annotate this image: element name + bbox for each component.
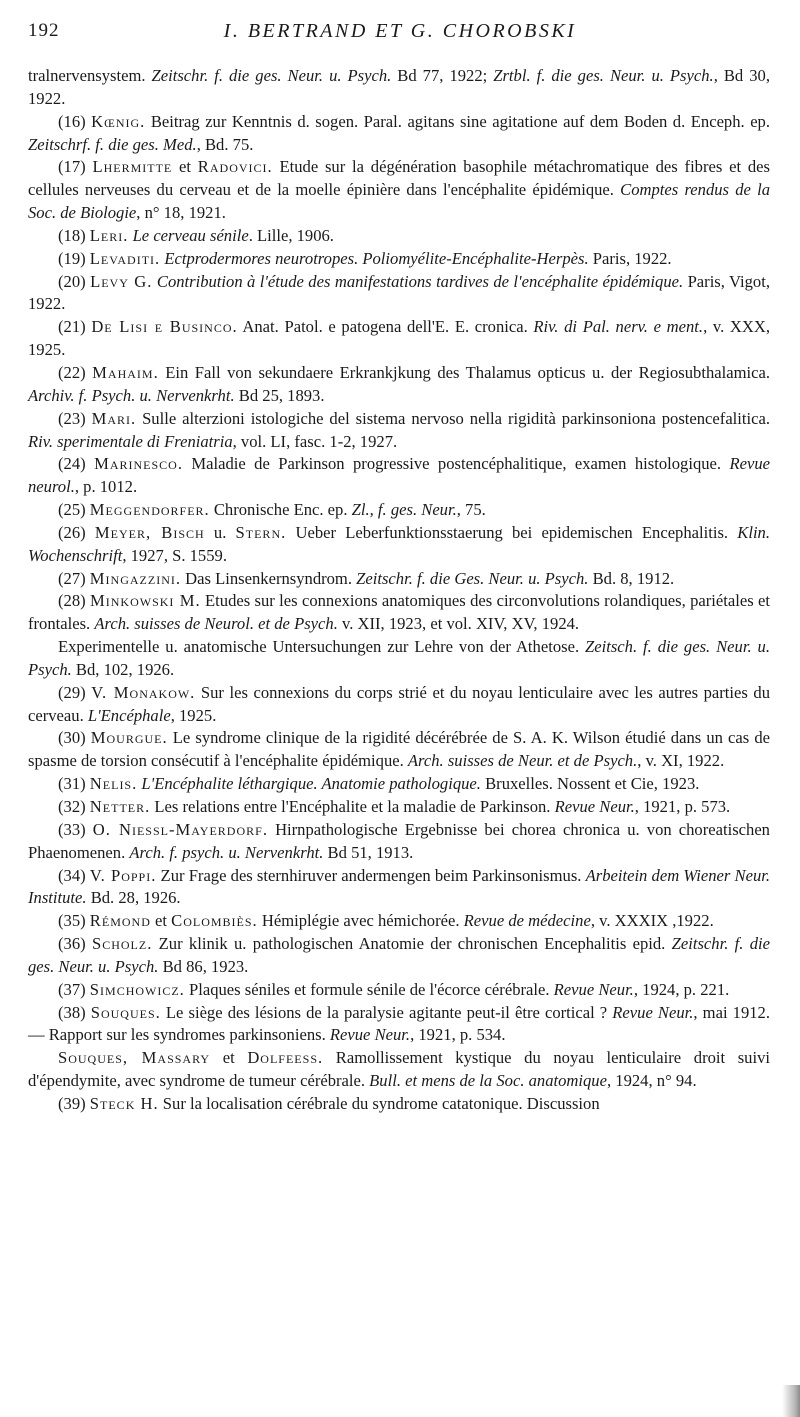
reference-text: Ein Fall von sekundaere Erkrankjkung des Thalamus opticus u. der Regiosubthalamica. — [158, 362, 770, 382]
reference-text: , v. XXXIX ,1922. — [590, 911, 714, 931]
reference-entry — [28, 590, 770, 636]
reference-author: Steck H. — [89, 1093, 159, 1113]
reference-text: Bd. 28, 1926. — [86, 888, 181, 908]
reference-text: et — [210, 1048, 248, 1068]
reference-number: (18) — [58, 225, 90, 245]
reference-text: Paris, 1922. — [588, 248, 672, 268]
reference-author: Souques, Massary — [58, 1048, 211, 1068]
reference-text: Paris, Vigot, 1922. — [28, 271, 770, 314]
reference-text: , 1924, n° 94. — [606, 1071, 697, 1091]
reference-source: Arbeitein dem Wiener Neur. Institute. — [28, 865, 771, 908]
reference-number: (19) — [58, 248, 90, 268]
reference-number: (20) — [58, 271, 91, 291]
reference-text: Sur la localisation cérébrale du syndrome catatonique. Discussion — [158, 1093, 600, 1113]
reference-text: , 1921, p. 534. — [410, 1025, 506, 1045]
reference-text: Etude sur la dégénération basophile métachromatique des fibres et des cellules nerveuses du cerveau et de la moelle épinière dans l'encéphalite épidémique. — [28, 157, 770, 200]
reference-author: V. Poppi. — [89, 865, 157, 885]
reference-text: Ueber Leberfunktionsstaerung bei epidemischen Encephalitis. — [286, 522, 738, 542]
reference-number: (35) — [58, 911, 90, 931]
reference-text: Bd. 8, 1912. — [588, 568, 675, 588]
reference-text: et — [172, 157, 198, 177]
reference-text: Etudes sur les connexions anatomiques des circonvolutions rolandiques, pariétales et frontales. — [28, 591, 770, 634]
reference-source: Zeitsch. f. die ges. Neur. u. Psych. — [28, 637, 770, 679]
reference-entry — [28, 225, 770, 248]
reference-text: v. XII, 1923, et vol. XIV, XV, 1924. — [337, 614, 580, 634]
reference-number: (23) — [58, 408, 92, 428]
reference-number: (30) — [58, 728, 91, 748]
reference-text: Bd 51, 1913. — [323, 842, 414, 862]
reference-entry — [28, 796, 770, 819]
reference-entry — [28, 248, 770, 271]
reference-source: L'Encéphalite léthargique. Anatomie pathologique. — [141, 774, 481, 794]
reference-text: Bd 77, 1922; — [391, 66, 494, 85]
reference-entry — [28, 408, 770, 454]
reference-text: Experimentelle u. anatomische Untersuchungen zur Lehre von der Athetose. — [58, 637, 586, 657]
reference-number: (29) — [58, 682, 92, 702]
reference-text: Beitrag zur Kenntnis d. sogen. Paral. agitans sine agitatione auf dem Boden d. Enceph. ep. — [145, 111, 771, 131]
reference-source: Arch. f. psych. u. Nervenkrht. — [129, 842, 324, 862]
page-number: 192 — [28, 20, 60, 41]
reference-author: Mingazzini. — [89, 568, 182, 588]
reference-text: Les relations entre l'Encéphalite et la maladie de Parkinson. — [150, 797, 555, 816]
reference-text: Maladie de Parkinson progressive postencéphalitique, examen histologique. — [182, 454, 730, 474]
reference-text: Bd, 102, 1926. — [71, 659, 175, 679]
reference-entry — [28, 773, 770, 796]
reference-text: u. — [204, 522, 236, 542]
reference-text: , vol. LI, fasc. 1-2, 1927. — [232, 431, 398, 451]
reference-entry — [28, 1047, 770, 1093]
reference-text: Hirnpathologische Ergebnisse bei chorea chronica u. von choreatischen Phaenomenen. — [28, 819, 770, 862]
reference-author: Mahaim. — [92, 362, 159, 382]
reference-source: Revue neurol. — [28, 454, 771, 497]
reference-text: tralnervensystem. — [28, 66, 152, 85]
reference-text: , mai 1912. — Rapport sur les syndromes parkinsoniens. — [28, 1002, 770, 1045]
reference-entry — [28, 636, 770, 682]
reference-author: Simchowicz. — [89, 979, 185, 999]
reference-text: Ramollissement kystique du noyau lenticulaire droit suivi d'épendymite, avec syndrome de tumeur cérébrale. — [28, 1048, 770, 1091]
reference-entry — [28, 819, 770, 865]
reference-author: Scholz. — [91, 934, 153, 954]
reference-text: , Bd. 75. — [196, 134, 254, 154]
reference-entry — [28, 682, 770, 728]
reference-entry — [28, 453, 770, 499]
reference-source: Zeitschr. f. die ges. Neur. u. Psych. — [151, 66, 392, 85]
reference-author: Dolfeess. — [247, 1048, 324, 1068]
reference-author: Meggendorfer. — [89, 500, 210, 520]
reference-list — [28, 65, 770, 1116]
reference-number: (39) — [58, 1093, 90, 1113]
reference-source: Zl., f. ges. Neur. — [351, 500, 457, 520]
reference-author: Levaditi. — [89, 248, 161, 268]
reference-source: Zeitschrf. f. die ges. Med. — [28, 134, 197, 154]
reference-number: (27) — [58, 568, 90, 588]
reference-number: (26) — [58, 522, 95, 542]
reference-entry — [28, 156, 770, 225]
reference-author: De Lisi e Businco. — [91, 317, 238, 337]
reference-author: Leri. — [89, 225, 129, 245]
reference-number: (21) — [58, 317, 92, 337]
reference-number: (38) — [58, 1002, 91, 1022]
reference-text: , v. XXX, 1925. — [28, 317, 771, 360]
reference-entry — [28, 979, 770, 1002]
reference-text: . Lille, 1906. — [248, 225, 334, 245]
reference-number: (31) — [58, 774, 90, 794]
reference-text: Le siège des lésions de la paralysie agitante peut-il être cortical ? — [160, 1002, 613, 1022]
reference-source: Arch. suisses de Neur. et de Psych. — [407, 751, 638, 771]
reference-source: Archiv. f. Psych. u. Nervenkrht. — [28, 385, 235, 405]
reference-source: Zeitschr. f. die Ges. Neur. u. Psych. — [356, 568, 589, 588]
reference-author: Colombiès. — [171, 911, 258, 931]
reference-source: Bull. et mens de la Soc. anatomique — [369, 1071, 607, 1091]
reference-text: , v. XI, 1922. — [637, 751, 725, 771]
reference-text: , Bd 30, 1922. — [28, 66, 770, 108]
reference-text: Zur klinik u. pathologischen Anatomie der chronischen Encephalitis epid. — [152, 934, 672, 954]
reference-author: Radovici. — [197, 157, 273, 177]
reference-source: Comptes rendus de la Soc. de Biologie — [28, 180, 770, 223]
reference-author: O. Niessl-Mayerdorf. — [92, 819, 268, 839]
reference-author: Mourgue. — [90, 728, 168, 748]
reference-text: , 75. — [456, 500, 486, 520]
reference-entry — [28, 910, 770, 933]
reference-source: Riv. sperimentale di Freniatria — [28, 431, 233, 451]
reference-text: Sur les connexions du corps strié et du noyau lenticulaire avec les autres parties du cerveau. — [28, 682, 771, 725]
reference-text: Chronische Enc. ep. — [209, 500, 352, 520]
reference-text: Zur Frage des sternhiruver andermengen beim Parkinsonismus. — [156, 865, 586, 885]
reference-source: Revue Neur. — [612, 1002, 694, 1022]
reference-author: Stern. — [235, 522, 287, 542]
reference-entry — [28, 111, 770, 157]
reference-entry — [28, 1093, 770, 1116]
reference-author: Mari. — [91, 408, 137, 428]
reference-entry — [28, 316, 770, 362]
reference-entry — [28, 1002, 770, 1048]
reference-number: (32) — [58, 797, 90, 816]
reference-source: Revue Neur. — [329, 1025, 411, 1045]
reference-text: Le syndrome clinique de la rigidité décérébrée de S. A. K. Wilson étudié dans un cas de spasme de torsion consécutif à l'encéphalite épidémique. — [28, 728, 770, 771]
reference-author: Souques. — [90, 1002, 161, 1022]
reference-text: Plaques séniles et formule sénile de l'écorce cérébrale. — [184, 979, 554, 999]
reference-source: Klin. Wochenschrift — [28, 522, 770, 565]
reference-source: Revue Neur. — [553, 979, 634, 999]
reference-author: V. Monakow. — [91, 682, 196, 702]
reference-author: Kœnig. — [91, 111, 146, 131]
reference-entry — [28, 522, 770, 568]
reference-number: (24) — [58, 454, 95, 474]
reference-author: Nelis. — [89, 774, 138, 794]
reference-author: Marinesco. — [94, 454, 183, 474]
reference-author: Rémond — [89, 911, 151, 931]
reference-number: (34) — [58, 865, 90, 885]
page-header — [28, 20, 772, 50]
reference-source: Riv. di Pal. nerv. e ment. — [533, 317, 704, 337]
reference-entry — [28, 499, 770, 522]
reference-text: , p. 1012. — [74, 477, 138, 497]
reference-source: Le cerveau sénile — [132, 225, 249, 245]
reference-source: L'Encéphale — [87, 705, 171, 725]
reference-number: (28) — [58, 591, 90, 611]
reference-number: (22) — [58, 362, 93, 382]
reference-source: Ectprodermores neurotropes. Poliomyélite-Encéphalite-Herpès. — [164, 248, 589, 268]
reference-text: , 1924, p. 221. — [633, 979, 730, 999]
reference-entry — [28, 65, 770, 111]
running-head: I. BERTRAND ET G. CHOROBSKI — [223, 20, 577, 42]
reference-text: Bruxelles. Nossent et Cie, 1923. — [480, 774, 700, 794]
reference-text: et — [150, 911, 172, 931]
reference-number: (25) — [58, 500, 90, 520]
reference-author: Minkowski M. — [90, 591, 201, 611]
reference-entry — [28, 865, 770, 911]
reference-source: Revue Neur. — [554, 797, 635, 816]
reference-text: Anat. Patol. e patogena dell'E. E. cronica. — [237, 317, 534, 337]
reference-text: Das Linsenkernsyndrom. — [181, 568, 357, 588]
reference-source: Arch. suisses de Neurol. et de Psych. — [94, 614, 338, 634]
reference-source: Revue de médecine — [463, 911, 591, 931]
reference-author: Lhermitte — [92, 157, 173, 177]
reference-text: Hémiplégie avec hémichorée. — [257, 911, 464, 931]
reference-entry — [28, 271, 770, 317]
reference-text: Sulle alterzioni istologiche del sistema nervoso nella rigidità parkinsoniona postencefalitica. — [136, 408, 770, 428]
reference-number: (16) — [58, 111, 92, 131]
reference-number: (33) — [58, 819, 93, 839]
reference-author: Levy G. — [90, 271, 153, 291]
reference-text: , 1927, S. 1559. — [122, 545, 227, 565]
reference-text: , 1925. — [170, 705, 217, 725]
reference-source: Zrtbl. f. die ges. Neur. u. Psych. — [493, 66, 714, 85]
reference-entry — [28, 362, 770, 408]
reference-number: (37) — [58, 979, 90, 999]
reference-number: (17) — [58, 157, 93, 177]
reference-author: Meyer, Bisch — [94, 522, 205, 542]
reference-text: Bd 25, 1893. — [234, 385, 325, 405]
book-spine-shadow — [782, 1385, 800, 1417]
reference-source: Zeitschr. f. die ges. Neur. u. Psych. — [28, 934, 771, 976]
reference-text: Bd 86, 1923. — [158, 956, 249, 976]
reference-text: , 1921, p. 573. — [634, 797, 731, 816]
reference-entry — [28, 727, 770, 773]
reference-author: Netter. — [89, 797, 151, 816]
reference-text: , n° 18, 1921. — [136, 203, 226, 223]
reference-entry — [28, 568, 770, 591]
reference-entry — [28, 933, 770, 979]
reference-source: Contribution à l'étude des manifestations tardives de l'encéphalite épidémique. — [156, 271, 684, 291]
reference-number: (36) — [58, 934, 92, 954]
